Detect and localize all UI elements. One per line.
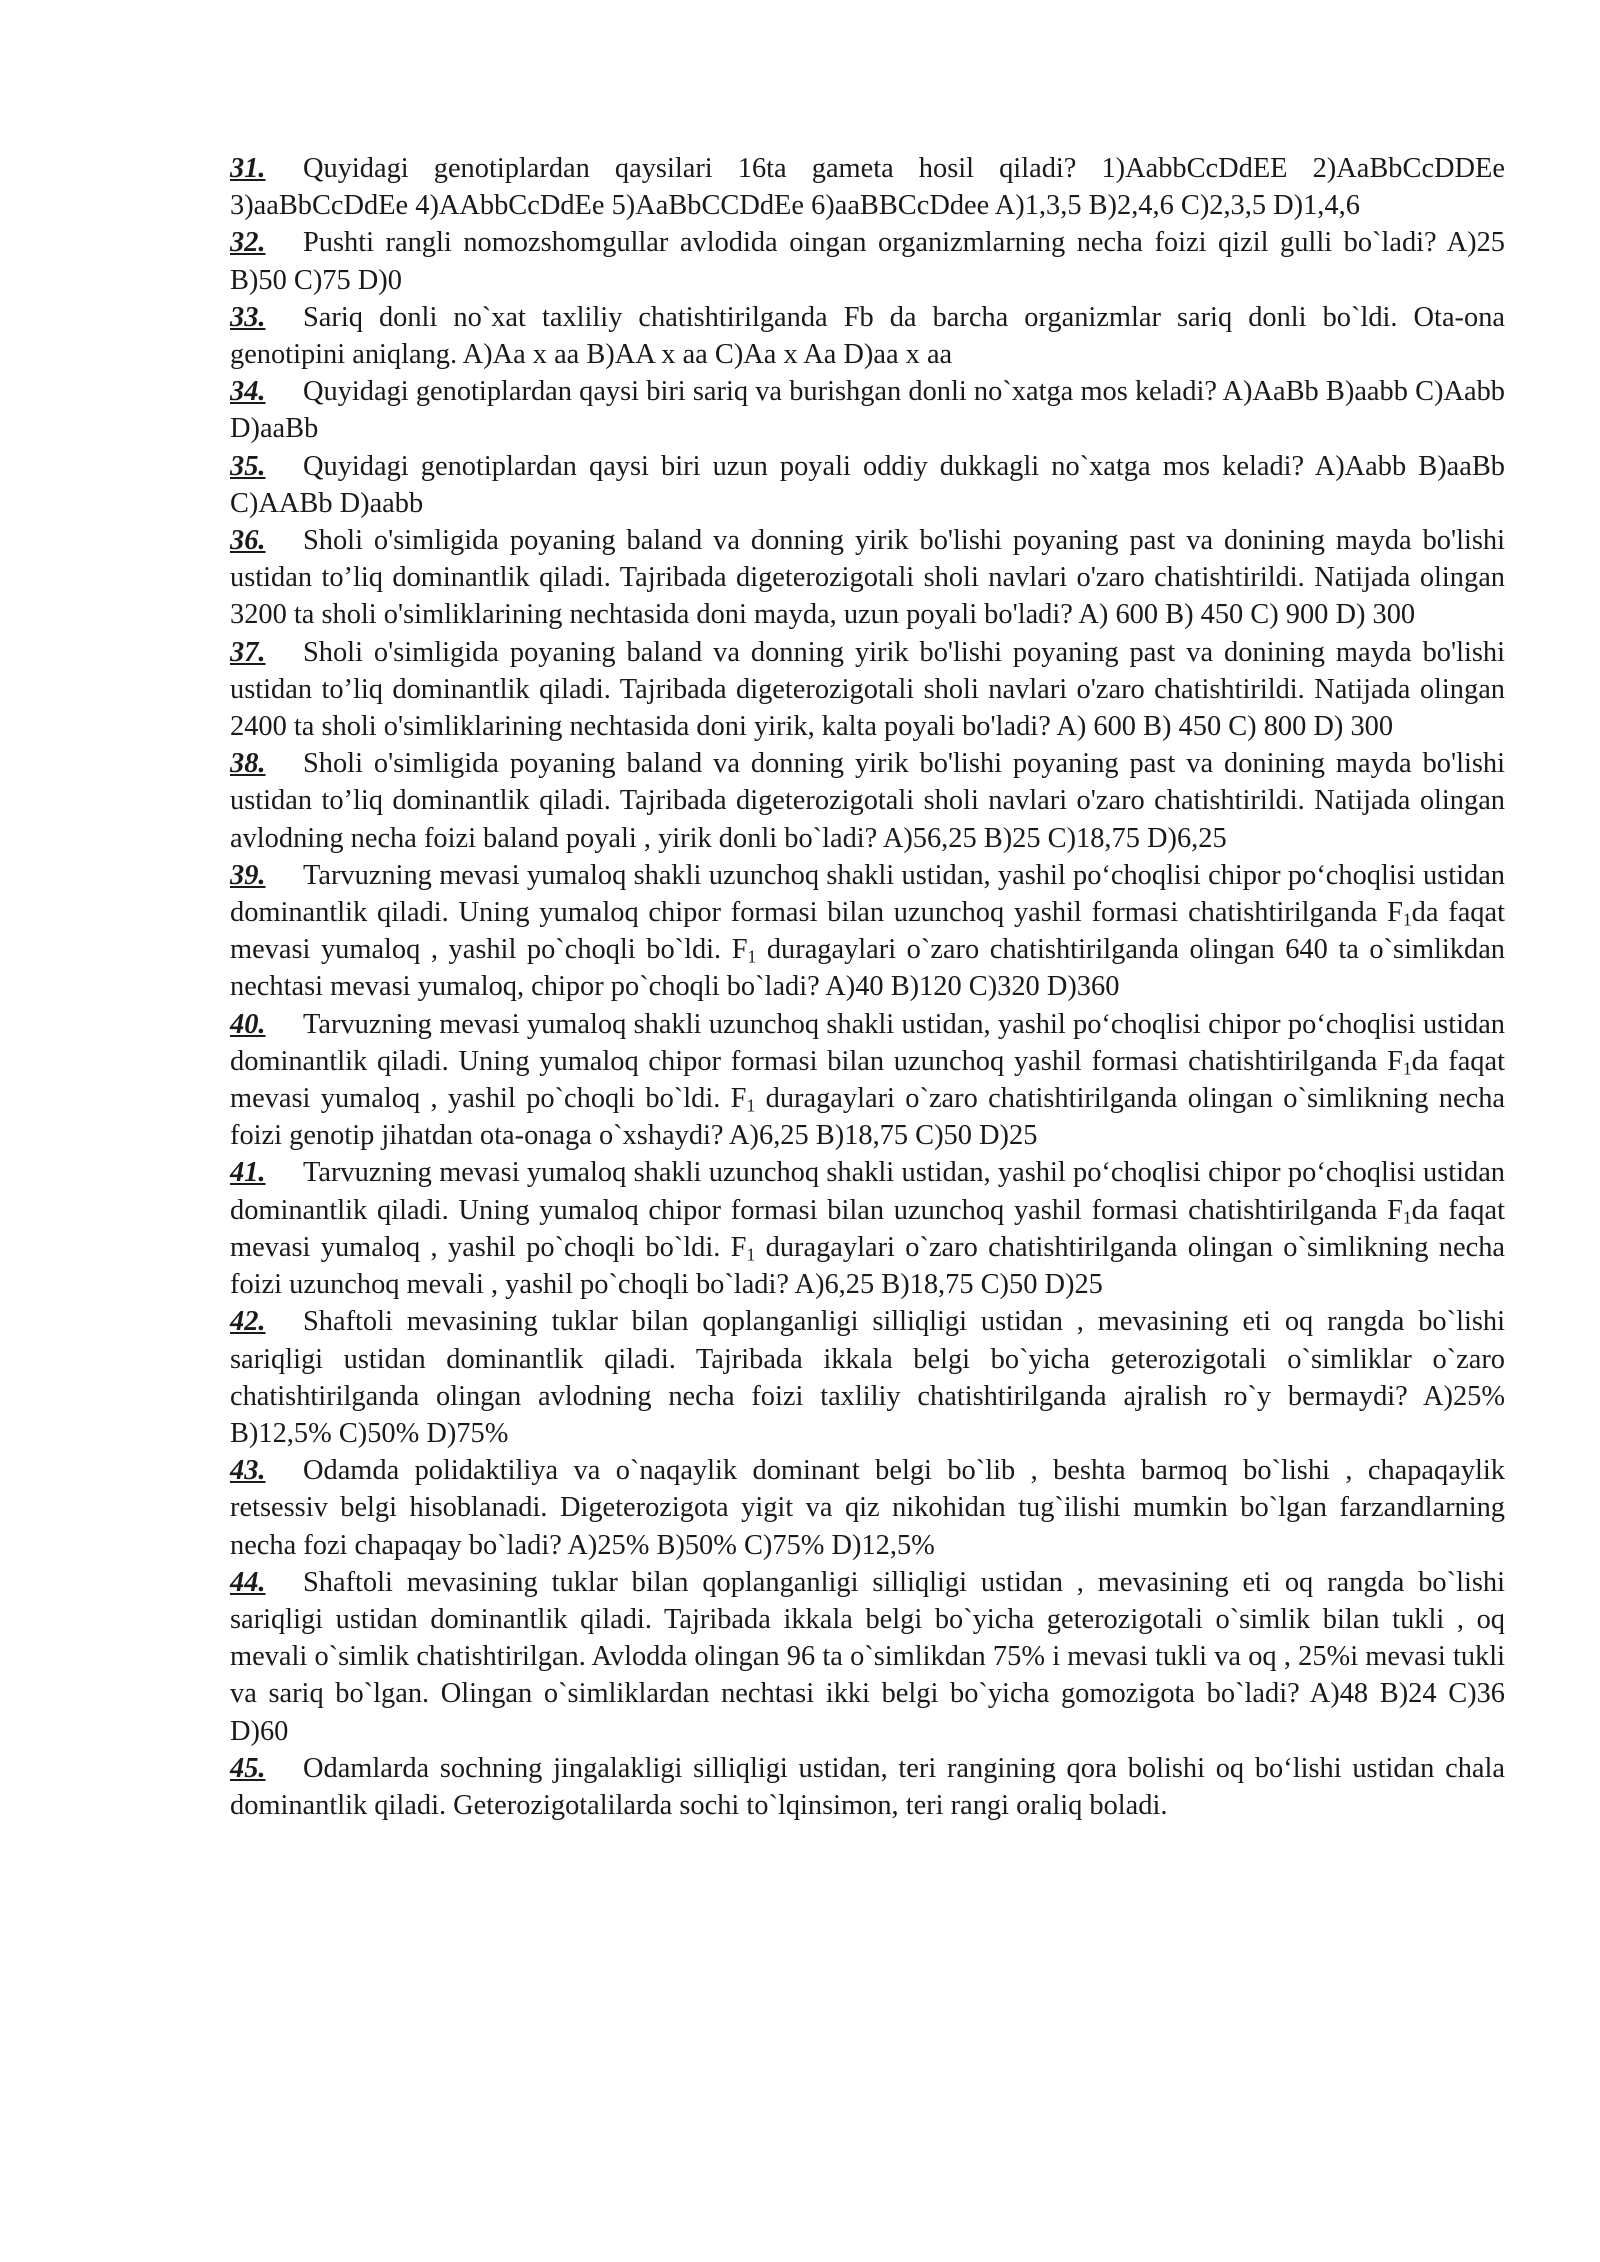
subscript: 1 xyxy=(1402,909,1412,930)
question-38 xyxy=(230,745,1505,857)
question-text: Odamlarda sochning jingalakligi silliqligi ustidan, teri rangining qora bolishi oq bo‘lishi ustidan chala dominantlik qiladi. Geterozigotalilarda sochi to`lqinsimon, teri rangi oraliq boladi. xyxy=(230,1752,1505,1821)
question-number: 33. xyxy=(230,301,266,333)
question-text: duragaylari o`zaro chatishtirilganda olingan o`simlikning necha foizi genotip jihatdan ota-onaga o`xshaydi? A)6,25 B)18,75 C)50 D)25 xyxy=(230,1083,1505,1152)
subscript: 1 xyxy=(746,1095,756,1116)
question-44 xyxy=(230,1564,1505,1750)
question-number: 44. xyxy=(230,1566,266,1598)
question-33 xyxy=(230,299,1505,373)
question-35 xyxy=(230,448,1505,522)
question-45 xyxy=(230,1750,1505,1824)
question-text: Tarvuzning mevasi yumaloq shakli uzunchoq shakli ustidan, yashil po‘choqlisi chipor po‘choqlisi ustidan dominantlik qiladi. Uning yumaloq chipor formasi bilan uzunchoq yashil formasi chatishtirilganda F xyxy=(230,1157,1505,1226)
question-text: Shaftoli mevasining tuklar bilan qoplanganligi silliqligi ustidan , mevasining eti oq rangda bo`lishi sariqligi ustidan dominantlik qiladi. Tajribada ikkala belgi bo`yicha geterozigotali o`simlik bilan tukli , oq mevali o`simlik chatishtirilgan. Avlodda olingan 96 ta o`simlikdan 75% i mevasi tukli va oq , 25%i mevasi tukli va sariq bo`lgan. Olingan o`simliklardan nechtasi ikki belgi bo`yicha gomozigota bo`ladi? A)48 B)24 C)36 D)60 xyxy=(230,1566,1505,1747)
question-43 xyxy=(230,1452,1505,1564)
question-number: 35. xyxy=(230,450,266,482)
subscript: 1 xyxy=(747,946,757,967)
question-32 xyxy=(230,224,1505,298)
question-text: Sholi o'simligida poyaning baland va donning yirik bo'lishi poyaning past va donining mayda bo'lishi ustidan to’liq dominantlik qiladi. Tajribada digeterozigotali sholi navlari o'zaro chatishtirildi. Natijada olingan 2400 ta sholi o'simliklarining nechtasida doni yirik, kalta poyali bo'ladi? A) 600 B) 450 C) 800 D) 300 xyxy=(230,636,1505,743)
question-39 xyxy=(230,857,1505,1006)
question-number: 38. xyxy=(230,748,266,780)
question-text: Shaftoli mevasining tuklar bilan qoplanganligi silliqligi ustidan , mevasining eti oq rangda bo`lishi sariqligi ustidan dominantlik qiladi. Tajribada ikkala belgi bo`yicha geterozigotali o`simliklar o`zaro chatishtirilganda olingan avlodning necha foizi taxliliy chatishtirilganda ajralish ro`y bermaydi? A)25% B)12,5% C)50% D)75% xyxy=(230,1306,1505,1449)
question-41 xyxy=(230,1154,1505,1303)
question-number: 36. xyxy=(230,525,266,557)
question-text: Tarvuzning mevasi yumaloq shakli uzunchoq shakli ustidan, yashil po‘choqlisi chipor po‘choqlisi ustidan dominantlik qiladi. Uning yumaloq chipor formasi bilan uzunchoq yashil formasi chatishtirilganda F xyxy=(230,859,1505,929)
question-number: 39. xyxy=(230,859,266,891)
question-text: Quyidagi genotiplardan qaysi biri sariq va burishgan donli no`xatga mos keladi? A)AaBb B)aabb C)Aabb D)aaBb xyxy=(230,376,1505,445)
question-text: Quyidagi genotiplardan qaysilari 16ta gameta hosil qiladi? 1)AabbCcDdEE 2)AaBbCcDDEe 3)aaBbCcDdEe 4)AAbbCcDdEe 5)AaBbCCDdEe 6)aaBBCcDdee A)1,3,5 B)2,4,6 C)2,3,5 D)1,4,6 xyxy=(230,153,1505,222)
question-36 xyxy=(230,522,1505,634)
question-number: 40. xyxy=(230,1008,266,1040)
question-number: 42. xyxy=(230,1306,266,1338)
subscript: 1 xyxy=(1402,1058,1412,1079)
question-text: duragaylari o`zaro chatishtirilganda olingan o`simlikning necha foizi uzunchoq mevali , yashil po`choqli bo`ladi? A)6,25 B)18,75 C)50 D)25 xyxy=(230,1231,1505,1301)
subscript: 1 xyxy=(746,1244,756,1265)
question-text: da faqat mevasi yumaloq , yashil po`choqli bo`ldi. F xyxy=(230,897,1505,966)
question-number: 32. xyxy=(230,227,266,259)
question-number: 45. xyxy=(230,1752,266,1784)
question-text: Tarvuzning mevasi yumaloq shakli uzunchoq shakli ustidan, yashil po‘choqlisi chipor po‘choqlisi ustidan dominantlik qiladi. Uning yumaloq chipor formasi bilan uzunchoq yashil formasi chatishtirilganda F xyxy=(230,1008,1505,1077)
question-text: Sholi o'simligida poyaning baland va donning yirik bo'lishi poyaning past va donining mayda bo'lishi ustidan to’liq dominantlik qiladi. Tajribada digeterozigotali sholi navlari o'zaro chatishtirildi. Natijada olingan avlodning necha foizi baland poyali , yirik donli bo`ladi? A)56,25 B)25 C)18,75 D)6,25 xyxy=(230,748,1505,854)
question-42 xyxy=(230,1303,1505,1452)
question-number: 37. xyxy=(230,636,266,668)
question-34 xyxy=(230,373,1505,447)
question-31 xyxy=(230,150,1505,224)
question-text: duragaylari o`zaro chatishtirilganda olingan 640 ta o`simlikdan nechtasi mevasi yumaloq, chipor po`choqli bo`ladi? A)40 B)120 C)320 D)360 xyxy=(230,934,1505,1003)
question-text: Sholi o'simligida poyaning baland va donning yirik bo'lishi poyaning past va donining mayda bo'lishi ustidan to’liq dominantlik qiladi. Tajribada digeterozigotali sholi navlari o'zaro chatishtirildi. Natijada olingan 3200 ta sholi o'simliklarining nechtasida doni mayda, uzun poyali bo'ladi? A) 600 B) 450 C) 900 D) 300 xyxy=(230,525,1505,631)
question-40 xyxy=(230,1006,1505,1155)
subscript: 1 xyxy=(1402,1207,1412,1228)
question-number: 43. xyxy=(230,1455,266,1487)
question-number: 31. xyxy=(230,153,266,184)
question-text: da faqat mevasi yumaloq , yashil po`choqli bo`ldi. F xyxy=(230,1194,1505,1263)
question-list xyxy=(230,150,1505,1824)
question-text: Odamda polidaktiliya va o`naqaylik dominant belgi bo`lib , beshta barmoq bo`lishi , chapaqaylik retsessiv belgi hisoblanadi. Digeterozigota yigit va qiz nikohidan tug`ilishi mumkin bo`lgan farzandlarning necha fozi chapaqay bo`ladi? A)25% B)50% C)75% D)12,5% xyxy=(230,1455,1505,1561)
question-number: 41. xyxy=(230,1157,266,1189)
question-text: da faqat mevasi yumaloq , yashil po`choqli bo`ldi. F xyxy=(230,1045,1505,1115)
question-37 xyxy=(230,634,1505,746)
question-text: Quyidagi genotiplardan qaysi biri uzun poyali oddiy dukkagli no`xatga mos keladi? A)Aabb B)aaBb C)AABb D)aabb xyxy=(230,450,1505,519)
question-number: 34. xyxy=(230,376,266,408)
question-text: Pushti rangli nomozshomgullar avlodida oingan organizmlarning necha foizi qizil gulli bo`ladi? A)25 B)50 C)75 D)0 xyxy=(230,227,1505,296)
question-text: Sariq donli no`xat taxliliy chatishtirilganda Fb da barcha organizmlar sariq donli bo`ldi. Ota-ona genotipini aniqlang. A)Aa x aa B)AA x aa C)Aa x Aa D)aa x aa xyxy=(230,301,1505,371)
